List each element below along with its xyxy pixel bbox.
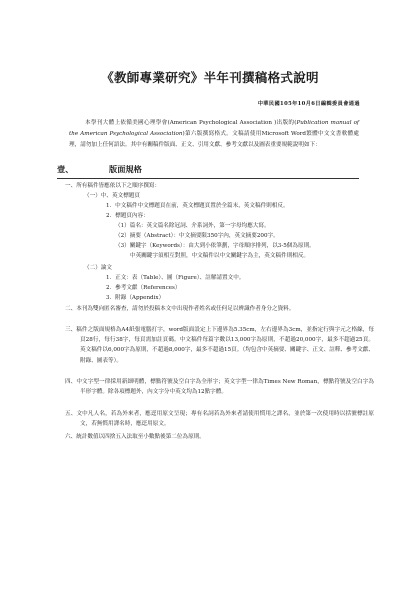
list-item: 中英關鍵字須相互對照，中文稿件以中文關鍵字為主，英文稿件則相反。 xyxy=(130,253,310,259)
list-item: 一、所有稿件皆應依以下之順序撰寫： xyxy=(65,183,161,189)
section-title: 版面規格 xyxy=(109,164,142,174)
list-item: 2．標題頁內容： xyxy=(106,213,149,219)
section-divider xyxy=(57,178,359,179)
list-item: 四、中文字型一律採用新細明體，標點符號及空白字為全形字；英文字型一律為Times New Roman，標點符號及空白字為半形字體。除各項標題外，內文字分中英文均為12點字體。 xyxy=(65,379,374,396)
list-item: （1）篇名：英文篇名除冠詞、介系詞外，第一字母均應大寫。 xyxy=(115,223,270,229)
list-item: （二）論文 xyxy=(84,265,112,271)
intro-paragraph xyxy=(69,118,359,151)
intro-publication-title: Publication manual of the American Psychological Association xyxy=(69,120,360,137)
list-item: 五、文中凡人名，若為外來者，應逕用原文呈現；專有名詞若為外來者請使用慣用之譯名，並於第一次使用時以括號標註原文，若無慣用譯名時，應逕用原文。 xyxy=(65,411,374,428)
document-title: 《教師專業研究》半年刊撰稿格式說明 xyxy=(101,70,319,85)
list-item: 三、稿件之版面規格為A4紙張電腦打字，word版面設定上下邊界為5.35cm，左右邊界為3cm，並指定行與字元之格線，每頁28行，每行38字，每頁需加註頁碼。中文稿件每篇字數以13,000字為原則，不超過20,000字，最多不超過25頁。英文稿件以6,000字為原則，不超過8,000字，最多不超過15頁。（均包含中英摘要、關鍵字、正文、註釋、參考文獻、附錄、圖表等）。 xyxy=(65,327,374,364)
list-item: 六、統計數值以四捨五入法取至小數點後第二位為原則。 xyxy=(65,434,205,440)
section-number: 壹、 xyxy=(57,164,74,174)
list-item: （一）中、英文標題頁 xyxy=(84,193,140,199)
list-item: 3．附錄（Appendix） xyxy=(106,295,165,301)
list-item: （2）摘要（Abstract）：中文摘要限350字內，英文摘要200字。 xyxy=(115,233,279,239)
list-item: （3）關鍵字（Keywords）：由大到小依筆劃，字母順序排列，以3-5個為原則。 xyxy=(115,243,315,249)
list-item: 二、本刊為雙向匿名審查，請勿於投稿本文中出現作者姓名或任何足以辨識作者身分之資料。 xyxy=(65,306,295,312)
section-heading xyxy=(57,164,357,175)
list-item: 1．正文：表（Table）、圖（Figure）、註解請置文中。 xyxy=(106,275,245,281)
approval-date-line: 中華民國105年10月6日編輯委員會通過 xyxy=(257,101,360,107)
intro-text-part1: 本學刊大體上依循美國心理學會(American Psychological Association )出版的( xyxy=(85,120,297,126)
list-item: 1．中文稿件中文標題頁在前，英文標題頁置於全篇末，英文稿件則相反。 xyxy=(106,203,289,209)
intro-text-part2: )第六版撰寫格式。文稿請使用Microsoft Word繁體中文文書軟體處理，請勿加上任何語法。其中有關稿件版面、正文、引用文獻、參考文獻以及圖表重要規範說明如下： xyxy=(69,131,359,148)
list-item: 2．參考文獻（References） xyxy=(106,285,181,291)
